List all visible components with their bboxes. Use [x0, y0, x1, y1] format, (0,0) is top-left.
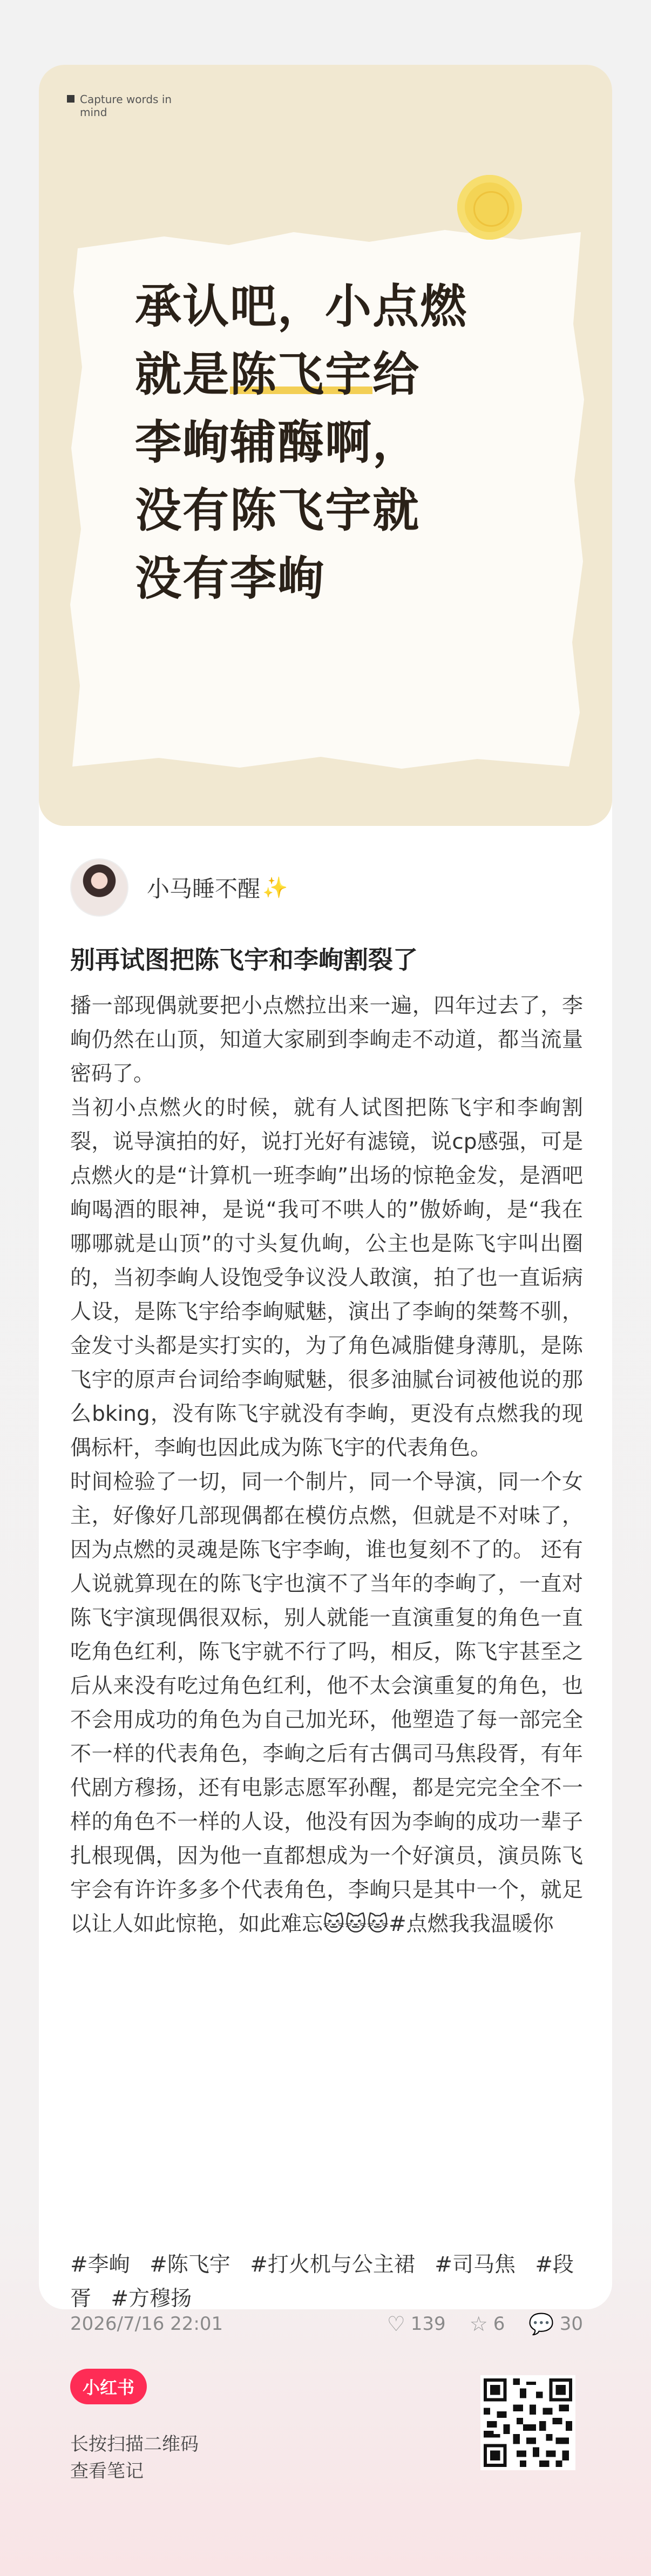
avatar[interactable] [70, 858, 128, 917]
qr-code[interactable] [480, 2375, 575, 2470]
tag-link[interactable]: #段胥 [70, 2253, 574, 2311]
comment-count: 30 [559, 2313, 583, 2335]
view-note-hint: 查看笔记 [70, 2460, 144, 2482]
note-card [39, 65, 612, 2336]
star-count: 6 [493, 2313, 505, 2335]
headline-line: 就是陈飞宇给 [135, 348, 420, 402]
cover-headline [135, 273, 524, 613]
heart-icon: ♡ [386, 2312, 405, 2336]
xiaohongshu-logo: 小红书 [70, 2369, 147, 2404]
author-row[interactable] [70, 858, 288, 917]
headline-line: 承认吧，小点燃 [135, 280, 467, 334]
headline-line: 没有李峋 [135, 552, 325, 606]
square-icon [67, 95, 74, 103]
meta-row [70, 2310, 583, 2337]
author-name[interactable]: 小马睡不醒 [147, 876, 261, 902]
cover-tag: Capture words in mind [67, 93, 188, 119]
headline-line: 李峋辅酶啊， [135, 416, 420, 470]
headline-line: 没有陈飞宇就 [135, 484, 420, 538]
sun-icon [457, 175, 522, 240]
tag-link[interactable]: #打火机与公主裙 [250, 2253, 415, 2277]
post-date: 2026/7/16 22:01 [70, 2313, 223, 2335]
tag-link[interactable]: #陈飞宇 [150, 2253, 230, 2277]
tag-link[interactable]: #方穆扬 [111, 2287, 192, 2311]
tag-list [70, 2248, 583, 2316]
comment-button[interactable] [528, 2312, 583, 2336]
paragraph: 当初小点燃火的时候，就有人试图把陈飞宇和李峋割裂，说导演拍的好，说打光好有滤镜，说cp感强，可是点燃火的是“计算机一班李峋”出场的惊艳金发，是酒吧峋喝酒的眼神，是说“我可不哄人的”傲娇峋，是“我在哪哪就是山顶”的寸头复仇峋，公主也是陈飞宇叫出圈的，当初李峋人设饱受争议没人敢演，拍了也一直诟病人设，是陈飞宇给李峋赋魅，演出了李峋的桀骜不驯，金发寸头都是实打实的，为了角色减脂健身薄肌，是陈飞宇的原声台词给李峋赋魅，很多油腻台词被他说的那么bking，没有陈飞宇就没有李峋，更没有点燃我的现偶标杆，李峋也因此成为陈飞宇的代表角色。 [70, 1096, 583, 1460]
like-button[interactable] [387, 2312, 446, 2336]
cover-image[interactable] [39, 65, 612, 826]
tag-link[interactable]: #司马焦 [435, 2253, 516, 2277]
post-title: 别再试图把陈飞宇和李峋割裂了 [70, 945, 418, 974]
paragraph: 时间检验了一切，同一个制片，同一个导演，同一个女主，好像好几部现偶都在模仿点燃，但就是不对味了，因为点燃的灵魂是陈飞宇李峋，谁也复刻不了的。 还有人说就算现在的陈飞宇也演不了当年的李峋了，一直对陈飞宇演现偶很双标，别人就能一直演重复的角色一直吃角色红利，陈飞宇就不行了吗，相反，陈飞宇甚至之后从来没有吃过角色红利，他不太会演重复的角色，也不会用成功的角色为自己加光环，他塑造了每一部完全不一样的代表角色，李峋之后有古偶司马焦段胥，有年代剧方穆扬，还有电影志愿军孙醒，都是完完全全不一样的角色不一样的人设，他没有因为李峋的成功一辈子扎根现偶，因为他一直都想成为一个好演员，演员陈飞宇会有许许多多个代表角色，李峋只是其中一个，就足以让人如此惊艳，如此难忘🐱🐱🐱#点燃我我温暖你 [70, 1470, 583, 1936]
star-icon: ☆ [469, 2312, 488, 2336]
paragraph: 播一部现偶就要把小点燃拉出来一遍，四年过去了，李峋仍然在山顶，知道大家刷到李峋走不动道，都当流量密码了。 [70, 994, 583, 1086]
highlighted-text: 陈飞宇 [230, 348, 372, 402]
post-body [70, 989, 583, 1941]
scan-hint: 长按扫描二维码 [70, 2433, 199, 2455]
comment-icon: 💬 [528, 2311, 554, 2336]
sparkle-icon: ✨ [262, 875, 288, 899]
tag-link[interactable]: #李峋 [70, 2253, 130, 2277]
star-button[interactable] [470, 2312, 505, 2336]
like-count: 139 [410, 2313, 446, 2335]
